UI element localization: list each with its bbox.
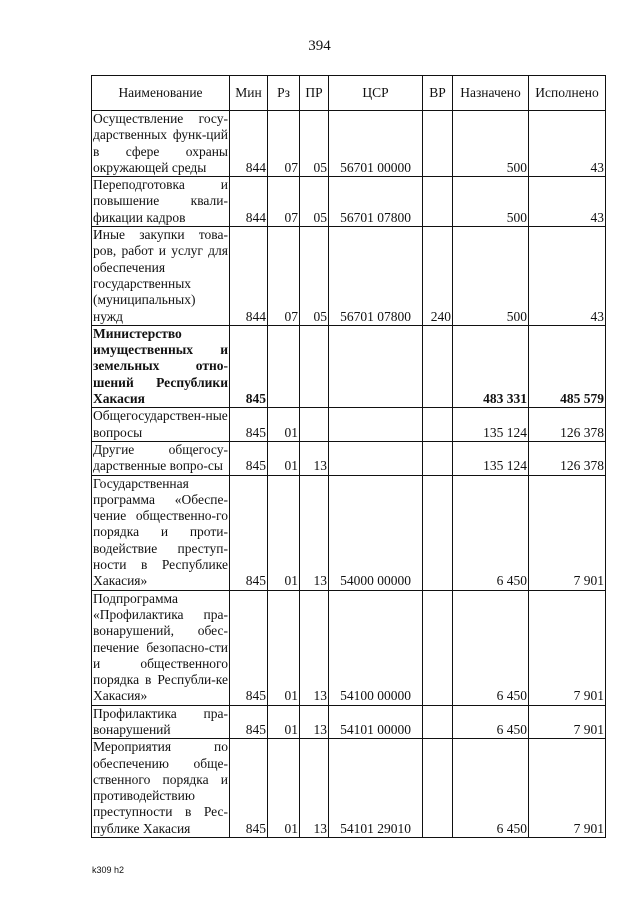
row-pr: 13 xyxy=(300,705,329,739)
row-assigned: 135 124 xyxy=(453,408,529,442)
row-pr: 05 xyxy=(300,177,329,227)
row-name: Государственная программа «Обеспе-чение общественно-го порядка и проти-водействие преступ-ности в Республике Хакасия» xyxy=(93,475,228,589)
row-vr xyxy=(423,408,453,442)
row-vr xyxy=(423,705,453,739)
row-name: Осуществление госу-дарственных функ-ций в сфере охраны окружающей среды xyxy=(93,111,228,175)
row-assigned: 483 331 xyxy=(453,325,529,407)
row-min: 844 xyxy=(230,111,268,177)
row-assigned: 6 450 xyxy=(453,590,529,705)
row-rz: 01 xyxy=(268,705,300,739)
row-assigned: 500 xyxy=(453,111,529,177)
row-pr: 13 xyxy=(300,441,329,475)
row-name: Профилактика пра-вонарушений xyxy=(93,705,228,737)
row-executed: 485 579 xyxy=(529,325,606,407)
column-header-vr: ВР xyxy=(423,76,453,111)
row-name: Переподготовка и повышение квали-фикации кадров xyxy=(93,177,228,225)
table-row xyxy=(92,227,606,326)
row-min: 845 xyxy=(230,590,268,705)
row-vr xyxy=(423,475,453,590)
row-executed: 43 xyxy=(529,227,606,326)
row-csr: 54101 29010 xyxy=(329,739,423,838)
row-pr xyxy=(300,325,329,407)
table-row xyxy=(92,739,606,838)
row-vr xyxy=(423,590,453,705)
row-name: Иные закупки това-ров, работ и услуг для обеспечения государственных (муниципальных) нужд xyxy=(93,227,228,324)
table-row xyxy=(92,590,606,705)
row-csr: 54101 00000 xyxy=(329,705,423,739)
row-vr xyxy=(423,441,453,475)
row-name: Мероприятия по обеспечению обще-ственного порядка и противодействию преступности в Рес-публике Хакасия xyxy=(93,739,228,836)
row-vr xyxy=(423,111,453,177)
row-min: 845 xyxy=(230,408,268,442)
footer-code: k309 h2 xyxy=(92,865,125,875)
row-csr: 56701 00000 xyxy=(329,111,423,177)
row-executed: 126 378 xyxy=(529,408,606,442)
row-executed: 7 901 xyxy=(529,739,606,838)
row-executed: 43 xyxy=(529,177,606,227)
row-assigned: 6 450 xyxy=(453,739,529,838)
column-header-csr: ЦСР xyxy=(329,76,423,111)
table-row xyxy=(92,111,606,177)
row-csr xyxy=(329,325,423,407)
column-header-min: Мин xyxy=(230,76,268,111)
row-min: 845 xyxy=(230,441,268,475)
column-header-name: Наименование xyxy=(92,76,230,111)
row-assigned: 6 450 xyxy=(453,705,529,739)
row-csr xyxy=(329,408,423,442)
row-vr xyxy=(423,177,453,227)
row-name: Общегосударствен-ные вопросы xyxy=(93,408,228,440)
row-min: 844 xyxy=(230,227,268,326)
row-pr: 05 xyxy=(300,111,329,177)
row-pr: 05 xyxy=(300,227,329,326)
row-pr: 13 xyxy=(300,590,329,705)
row-rz: 01 xyxy=(268,590,300,705)
row-min: 844 xyxy=(230,177,268,227)
row-rz: 01 xyxy=(268,408,300,442)
row-executed: 43 xyxy=(529,111,606,177)
row-pr xyxy=(300,408,329,442)
row-executed: 7 901 xyxy=(529,475,606,590)
row-csr: 56701 07800 xyxy=(329,227,423,326)
row-min: 845 xyxy=(230,475,268,590)
row-csr: 56701 07800 xyxy=(329,177,423,227)
column-header-pr: ПР xyxy=(300,76,329,111)
row-executed: 7 901 xyxy=(529,705,606,739)
row-rz: 07 xyxy=(268,227,300,326)
row-vr xyxy=(423,739,453,838)
row-min: 845 xyxy=(230,325,268,407)
row-assigned: 135 124 xyxy=(453,441,529,475)
row-rz: 01 xyxy=(268,441,300,475)
row-min: 845 xyxy=(230,739,268,838)
row-name: Другие общегосу-дарственные вопро-сы xyxy=(93,441,228,474)
table-row xyxy=(92,475,606,590)
row-vr xyxy=(423,325,453,407)
row-pr: 13 xyxy=(300,475,329,590)
table-row xyxy=(92,177,606,227)
table-row xyxy=(92,441,606,475)
row-rz: 01 xyxy=(268,475,300,590)
row-assigned: 6 450 xyxy=(453,475,529,590)
row-rz: 01 xyxy=(268,739,300,838)
column-header-rz: Рз xyxy=(268,76,300,111)
table-row xyxy=(92,705,606,739)
row-csr: 54000 00000 xyxy=(329,475,423,590)
row-rz: 07 xyxy=(268,111,300,177)
row-pr: 13 xyxy=(300,739,329,838)
column-header-executed: Исполнено xyxy=(529,76,606,111)
row-name: Министерство имущественных и земельных отно-шений Республики Хакасия xyxy=(93,325,228,407)
row-min: 845 xyxy=(230,705,268,739)
row-name: Подпрограмма «Профилактика пра-вонарушений, обес-печение безопасно-сти и общественного порядка в Республи-ке Хакасия» xyxy=(93,590,228,704)
row-assigned: 500 xyxy=(453,177,529,227)
column-header-assigned: Назначено xyxy=(453,76,529,111)
row-vr: 240 xyxy=(423,227,453,326)
table-row xyxy=(92,408,606,442)
table-header-row xyxy=(92,76,606,111)
row-executed: 126 378 xyxy=(529,441,606,475)
row-csr: 54100 00000 xyxy=(329,590,423,705)
row-csr xyxy=(329,441,423,475)
row-assigned: 500 xyxy=(453,227,529,326)
row-rz: 07 xyxy=(268,177,300,227)
table-row xyxy=(92,325,606,407)
row-executed: 7 901 xyxy=(529,590,606,705)
budget-table xyxy=(91,75,606,838)
page-number: 394 xyxy=(308,38,331,54)
row-rz xyxy=(268,325,300,407)
